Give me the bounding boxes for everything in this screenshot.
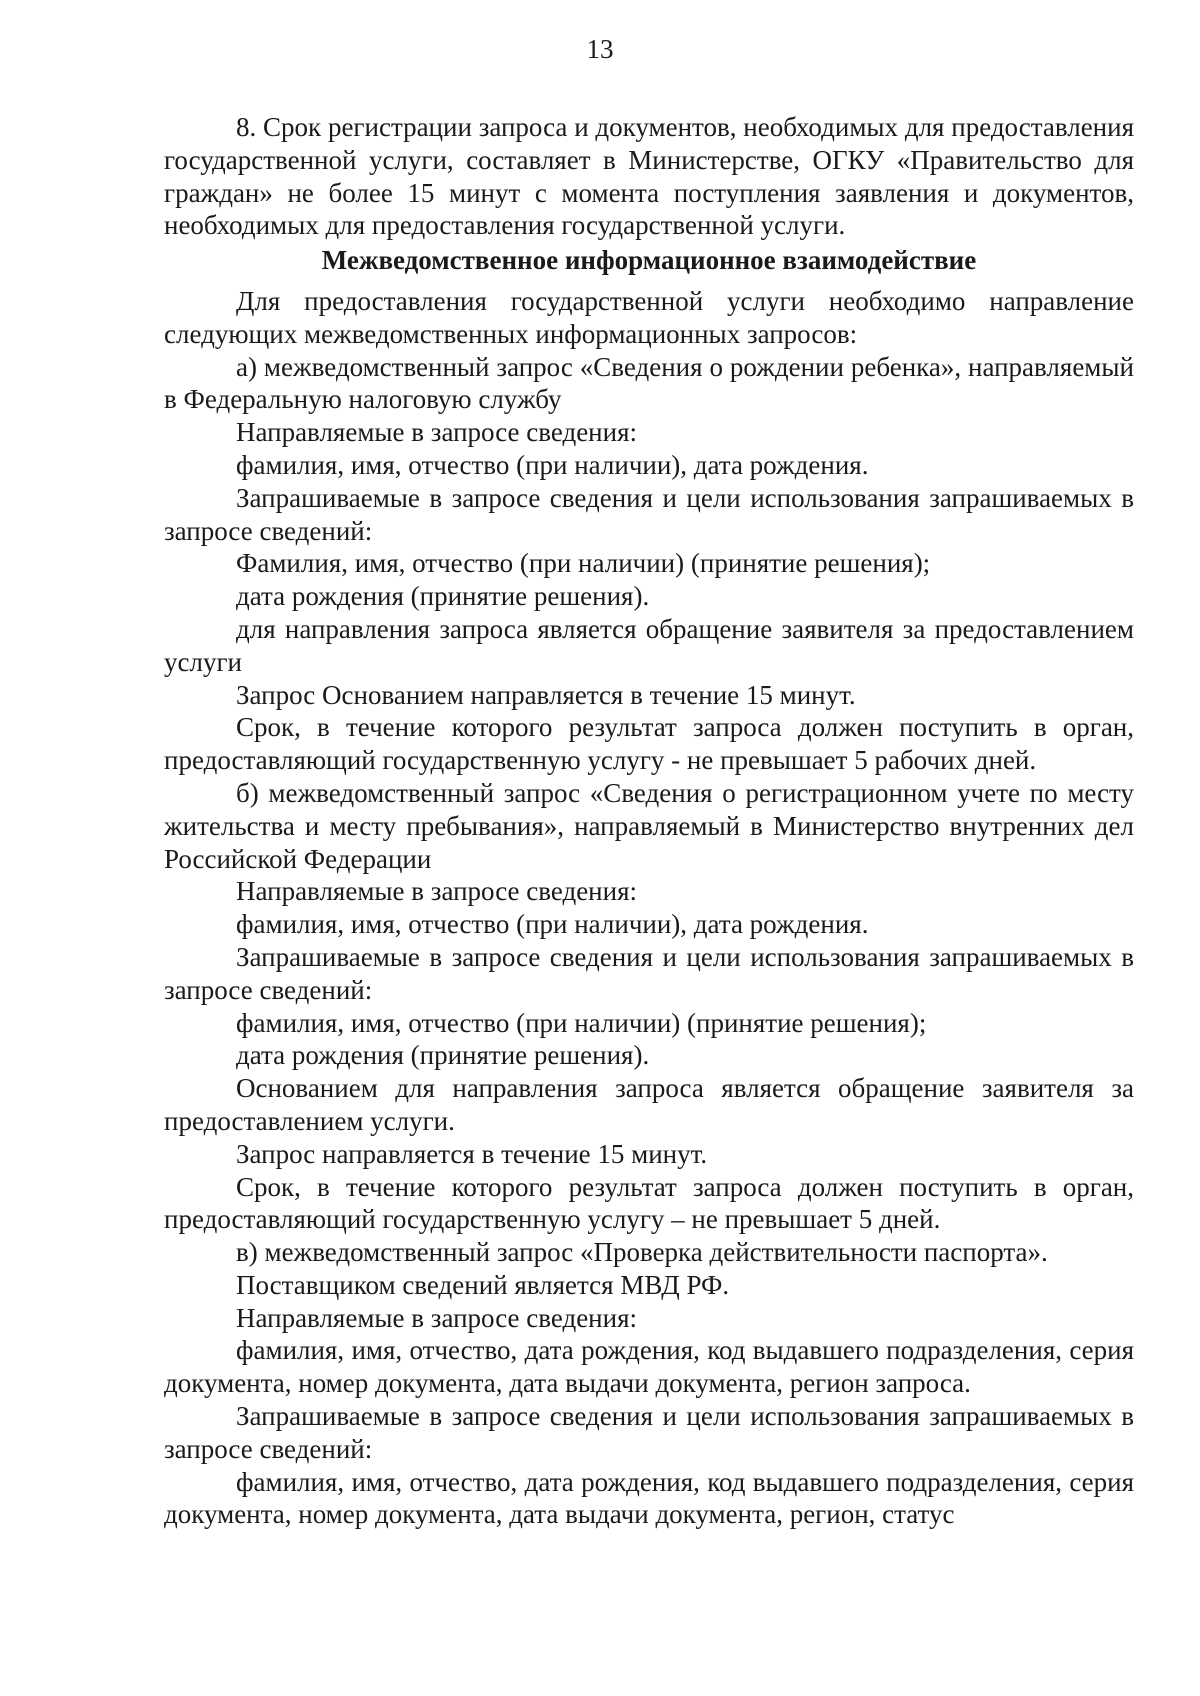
paragraph: дата рождения (принятие решения). xyxy=(236,1040,650,1071)
paragraph: Поставщиком сведений является МВД РФ. xyxy=(236,1269,730,1300)
paragraph: фамилия, имя, отчество (при наличии), дата рождения. xyxy=(236,449,869,480)
paragraph: фамилия, имя, отчество, дата рождения, код выдавшего подразделения, серия документа, номер документа, дата выдачи документа, регион запроса. xyxy=(164,1335,1134,1399)
paragraph: Основанием для направления запроса является обращение заявителя за предоставлением услуги. xyxy=(164,1073,1134,1136)
page-number: 13 xyxy=(586,34,614,64)
paragraph: Для предоставления государственной услуги необходимо направление следующих межведомственных информационных запросов: xyxy=(164,285,1134,349)
paragraph: б) межведомственный запрос «Сведения о регистрационном учете по месту жительства и месту пребывания», направляемый в Министерство внутренних дел Российской Федерации xyxy=(164,777,1134,874)
document-body xyxy=(164,111,1134,1531)
paragraph: Срок, в течение которого результат запроса должен поступить в орган, предоставляющий государственную услугу – не превышает 5 дней. xyxy=(164,1171,1134,1235)
paragraph: Запрос Основанием направляется в течение 15 минут. xyxy=(236,679,856,710)
paragraph: Запрос направляется в течение 15 минут. xyxy=(236,1138,708,1169)
paragraph: Срок, в течение которого результат запроса должен поступить в орган, предоставляющий государственную услугу - не превышает 5 рабочих дней. xyxy=(164,712,1134,776)
paragraph: фамилия, имя, отчество, дата рождения, код выдавшего подразделения, серия документа, номер документа, дата выдачи документа, регион, статус xyxy=(164,1466,1134,1530)
paragraph: Направляемые в запросе сведения: xyxy=(236,876,637,907)
paragraph: Запрашиваемые в запросе сведения и цели использования запрашиваемых в запросе сведений: xyxy=(164,1401,1134,1464)
paragraph: а) межведомственный запрос «Сведения о рождении ребенка», направляемый в Федеральную налоговую службу xyxy=(164,351,1134,415)
paragraph: фамилия, имя, отчество (при наличии) (принятие решения); xyxy=(236,1007,927,1038)
section-heading: Межведомственное информационное взаимодействие xyxy=(321,245,977,276)
paragraph: для направления запроса является обращение заявителя за предоставлением услуги xyxy=(164,613,1134,677)
paragraph: фамилия, имя, отчество (при наличии), дата рождения. xyxy=(236,909,869,940)
paragraph: в) межведомственный запрос «Проверка действительности паспорта». xyxy=(236,1237,1048,1268)
paragraph: Направляемые в запросе сведения: xyxy=(236,1302,637,1333)
paragraph: Направляемые в запросе сведения: xyxy=(236,417,637,448)
paragraph: Запрашиваемые в запросе сведения и цели использования запрашиваемых в запросе сведений: xyxy=(164,941,1134,1005)
paragraph: дата рождения (принятие решения). xyxy=(236,581,650,612)
paragraph: Запрашиваемые в запросе сведения и цели использования запрашиваемых в запросе сведений: xyxy=(164,482,1134,546)
paragraph: Фамилия, имя, отчество (при наличии) (принятие решения); xyxy=(236,548,931,579)
paragraph-registration-term: 8. Срок регистрации запроса и документов, необходимых для предоставления государственной услуги, составляет в Министерстве, ОГКУ «Правительство для граждан» не более 15 минут с момента поступления заявления и документов, необходимых для предоставления государственной услуги. xyxy=(164,112,1134,241)
